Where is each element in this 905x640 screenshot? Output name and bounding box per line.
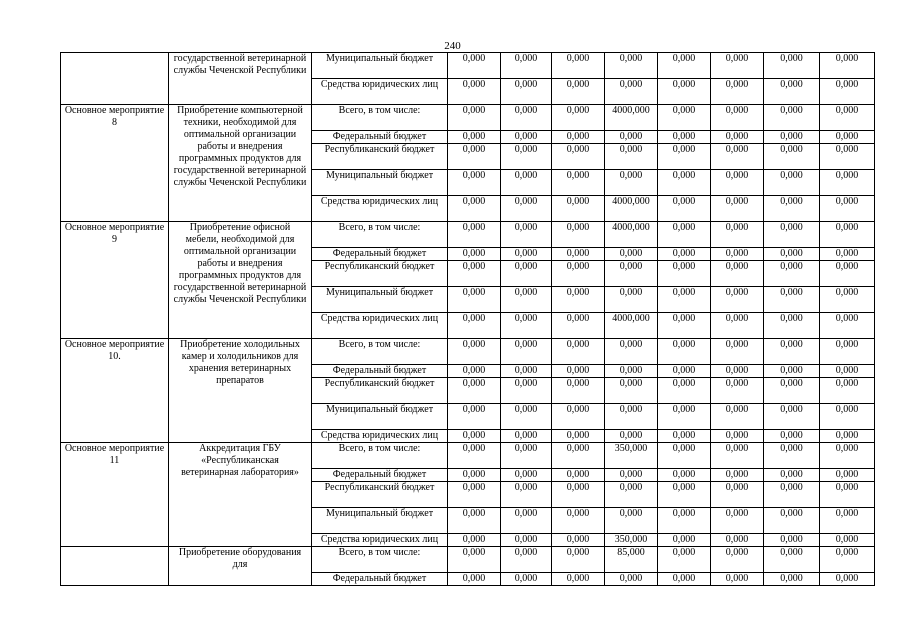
table-row	[61, 105, 875, 131]
value-cell: 350,000	[605, 534, 658, 547]
table-row	[61, 547, 875, 573]
value-cell: 0,000	[764, 573, 820, 586]
value-cell: 0,000	[552, 339, 605, 365]
value-cell: 0,000	[552, 248, 605, 261]
funding-source-cell: Федеральный бюджет	[312, 573, 448, 586]
value-cell: 0,000	[501, 79, 552, 105]
value-cell: 0,000	[711, 79, 764, 105]
funding-source-cell: Всего, в том числе:	[312, 222, 448, 248]
value-cell: 0,000	[605, 131, 658, 144]
activity-cell: Основное мероприятие 9	[61, 222, 169, 339]
value-cell: 0,000	[820, 196, 875, 222]
value-cell: 0,000	[552, 131, 605, 144]
funding-source-cell: Всего, в том числе:	[312, 105, 448, 131]
value-cell: 0,000	[658, 313, 711, 339]
page-number: 240	[444, 40, 461, 52]
value-cell: 0,000	[711, 534, 764, 547]
value-cell: 0,000	[552, 261, 605, 287]
funding-source-cell: Муниципальный бюджет	[312, 53, 448, 79]
value-cell: 0,000	[552, 365, 605, 378]
value-cell: 0,000	[501, 378, 552, 404]
value-cell: 0,000	[658, 430, 711, 443]
value-cell: 0,000	[448, 365, 501, 378]
funding-source-cell: Федеральный бюджет	[312, 365, 448, 378]
value-cell: 0,000	[820, 547, 875, 573]
value-cell: 0,000	[764, 248, 820, 261]
value-cell: 0,000	[658, 196, 711, 222]
value-cell: 0,000	[605, 248, 658, 261]
value-cell: 0,000	[448, 313, 501, 339]
funding-source-cell: Республиканский бюджет	[312, 144, 448, 170]
value-cell: 0,000	[552, 469, 605, 482]
value-cell: 0,000	[764, 53, 820, 79]
value-cell: 0,000	[764, 105, 820, 131]
funding-source-cell: Федеральный бюджет	[312, 469, 448, 482]
value-cell: 0,000	[820, 222, 875, 248]
value-cell: 0,000	[658, 378, 711, 404]
value-cell: 0,000	[658, 144, 711, 170]
value-cell: 0,000	[658, 170, 711, 196]
value-cell: 0,000	[820, 573, 875, 586]
value-cell: 0,000	[658, 131, 711, 144]
value-cell: 0,000	[501, 573, 552, 586]
funding-source-cell: Федеральный бюджет	[312, 248, 448, 261]
value-cell: 0,000	[764, 222, 820, 248]
value-cell: 0,000	[820, 339, 875, 365]
value-cell: 0,000	[605, 482, 658, 508]
table-row	[61, 443, 875, 469]
value-cell: 0,000	[658, 105, 711, 131]
value-cell: 0,000	[552, 404, 605, 430]
value-cell: 0,000	[658, 261, 711, 287]
value-cell: 0,000	[605, 430, 658, 443]
description-cell: государственной ветеринарной службы Чеченской Республики	[169, 53, 312, 105]
value-cell: 0,000	[552, 573, 605, 586]
value-cell: 0,000	[552, 144, 605, 170]
value-cell: 0,000	[820, 508, 875, 534]
description-cell: Приобретение компьютерной техники, необходимой для оптимальной организации работы и внедрения программных продуктов для государственной ветеринарной службы Чеченской Республики	[169, 105, 312, 222]
funding-source-cell: Федеральный бюджет	[312, 131, 448, 144]
funding-source-cell: Всего, в том числе:	[312, 443, 448, 469]
value-cell: 0,000	[820, 287, 875, 313]
value-cell: 0,000	[711, 313, 764, 339]
value-cell: 0,000	[552, 313, 605, 339]
value-cell: 0,000	[501, 443, 552, 469]
value-cell: 0,000	[711, 261, 764, 287]
value-cell: 0,000	[711, 573, 764, 586]
value-cell: 0,000	[764, 404, 820, 430]
value-cell: 0,000	[552, 443, 605, 469]
value-cell: 0,000	[552, 534, 605, 547]
value-cell: 0,000	[711, 248, 764, 261]
value-cell: 0,000	[764, 131, 820, 144]
budget-table-body	[61, 53, 875, 586]
value-cell: 0,000	[448, 105, 501, 131]
value-cell: 0,000	[501, 534, 552, 547]
value-cell: 4000,000	[605, 313, 658, 339]
value-cell: 0,000	[552, 196, 605, 222]
value-cell: 0,000	[552, 170, 605, 196]
value-cell: 0,000	[605, 573, 658, 586]
value-cell: 0,000	[552, 53, 605, 79]
value-cell: 0,000	[552, 222, 605, 248]
value-cell: 0,000	[501, 365, 552, 378]
value-cell: 0,000	[711, 404, 764, 430]
value-cell: 0,000	[764, 508, 820, 534]
value-cell: 0,000	[711, 469, 764, 482]
value-cell: 0,000	[448, 222, 501, 248]
value-cell: 0,000	[552, 547, 605, 573]
value-cell: 0,000	[448, 573, 501, 586]
value-cell: 0,000	[711, 508, 764, 534]
value-cell: 0,000	[711, 196, 764, 222]
value-cell: 0,000	[764, 144, 820, 170]
value-cell: 0,000	[552, 105, 605, 131]
value-cell: 0,000	[605, 404, 658, 430]
value-cell: 0,000	[605, 508, 658, 534]
value-cell: 0,000	[764, 313, 820, 339]
value-cell: 0,000	[448, 131, 501, 144]
value-cell: 0,000	[501, 248, 552, 261]
value-cell: 0,000	[711, 365, 764, 378]
value-cell: 0,000	[711, 131, 764, 144]
value-cell: 0,000	[711, 144, 764, 170]
value-cell: 0,000	[448, 482, 501, 508]
value-cell: 0,000	[658, 573, 711, 586]
value-cell: 0,000	[448, 79, 501, 105]
value-cell: 0,000	[820, 248, 875, 261]
value-cell: 0,000	[448, 261, 501, 287]
value-cell: 0,000	[764, 443, 820, 469]
activity-cell: Основное мероприятие 8	[61, 105, 169, 222]
value-cell: 0,000	[448, 508, 501, 534]
value-cell: 0,000	[501, 222, 552, 248]
value-cell: 0,000	[605, 261, 658, 287]
description-cell: Приобретение офисной мебели, необходимой для оптимальной организации работы и внедрения программных продуктов для государственной ветеринарной службы Чеченской Республики	[169, 222, 312, 339]
value-cell: 0,000	[501, 469, 552, 482]
value-cell: 0,000	[658, 248, 711, 261]
value-cell: 0,000	[764, 547, 820, 573]
value-cell: 0,000	[501, 404, 552, 430]
value-cell: 0,000	[448, 170, 501, 196]
value-cell: 0,000	[711, 53, 764, 79]
value-cell: 0,000	[501, 482, 552, 508]
table-row	[61, 222, 875, 248]
value-cell: 0,000	[820, 443, 875, 469]
value-cell: 0,000	[448, 144, 501, 170]
value-cell: 0,000	[820, 313, 875, 339]
value-cell: 0,000	[501, 261, 552, 287]
value-cell: 4000,000	[605, 222, 658, 248]
value-cell: 0,000	[501, 313, 552, 339]
value-cell: 0,000	[764, 287, 820, 313]
activity-cell	[61, 53, 169, 105]
activity-cell: Основное мероприятие 10.	[61, 339, 169, 443]
value-cell: 0,000	[605, 144, 658, 170]
value-cell: 0,000	[658, 534, 711, 547]
value-cell: 0,000	[764, 261, 820, 287]
value-cell: 0,000	[820, 365, 875, 378]
value-cell: 0,000	[552, 79, 605, 105]
activity-cell: Основное мероприятие 11	[61, 443, 169, 547]
value-cell: 0,000	[820, 131, 875, 144]
value-cell: 0,000	[605, 378, 658, 404]
value-cell: 0,000	[448, 469, 501, 482]
value-cell: 0,000	[711, 339, 764, 365]
value-cell: 0,000	[711, 170, 764, 196]
value-cell: 0,000	[552, 378, 605, 404]
value-cell: 0,000	[658, 469, 711, 482]
value-cell: 4000,000	[605, 196, 658, 222]
value-cell: 0,000	[820, 144, 875, 170]
funding-source-cell: Средства юридических лиц	[312, 313, 448, 339]
value-cell: 0,000	[605, 170, 658, 196]
value-cell: 0,000	[764, 79, 820, 105]
value-cell: 0,000	[711, 443, 764, 469]
value-cell: 0,000	[501, 547, 552, 573]
value-cell: 0,000	[552, 287, 605, 313]
value-cell: 0,000	[605, 365, 658, 378]
value-cell: 0,000	[501, 131, 552, 144]
value-cell: 0,000	[552, 508, 605, 534]
value-cell: 0,000	[764, 196, 820, 222]
value-cell: 0,000	[658, 443, 711, 469]
value-cell: 0,000	[658, 287, 711, 313]
value-cell: 350,000	[605, 443, 658, 469]
value-cell: 0,000	[552, 430, 605, 443]
value-cell: 0,000	[764, 534, 820, 547]
value-cell: 0,000	[820, 534, 875, 547]
value-cell: 0,000	[605, 79, 658, 105]
value-cell: 4000,000	[605, 105, 658, 131]
value-cell: 0,000	[448, 339, 501, 365]
value-cell: 0,000	[820, 378, 875, 404]
value-cell: 0,000	[820, 53, 875, 79]
value-cell: 0,000	[501, 287, 552, 313]
value-cell: 0,000	[501, 339, 552, 365]
value-cell: 0,000	[820, 170, 875, 196]
value-cell: 0,000	[658, 547, 711, 573]
funding-source-cell: Муниципальный бюджет	[312, 287, 448, 313]
value-cell: 0,000	[820, 430, 875, 443]
value-cell: 0,000	[711, 378, 764, 404]
table-row	[61, 339, 875, 365]
value-cell: 0,000	[605, 339, 658, 365]
value-cell: 0,000	[448, 378, 501, 404]
value-cell: 0,000	[448, 430, 501, 443]
value-cell: 0,000	[605, 469, 658, 482]
value-cell: 0,000	[501, 430, 552, 443]
value-cell: 0,000	[820, 105, 875, 131]
value-cell: 0,000	[658, 222, 711, 248]
value-cell: 0,000	[764, 170, 820, 196]
funding-source-cell: Муниципальный бюджет	[312, 170, 448, 196]
funding-source-cell: Средства юридических лиц	[312, 196, 448, 222]
value-cell: 0,000	[501, 105, 552, 131]
value-cell: 0,000	[605, 287, 658, 313]
description-cell: Аккредитация ГБУ «Республиканская ветеринарная лаборатория»	[169, 443, 312, 547]
value-cell: 0,000	[448, 534, 501, 547]
value-cell: 0,000	[764, 482, 820, 508]
value-cell: 0,000	[820, 482, 875, 508]
value-cell: 0,000	[448, 248, 501, 261]
value-cell: 0,000	[552, 482, 605, 508]
value-cell: 0,000	[501, 170, 552, 196]
description-cell: Приобретение холодильных камер и холодильников для хранения ветеринарных препаратов	[169, 339, 312, 443]
value-cell: 0,000	[711, 547, 764, 573]
value-cell: 0,000	[658, 365, 711, 378]
funding-source-cell: Республиканский бюджет	[312, 378, 448, 404]
value-cell: 0,000	[764, 365, 820, 378]
value-cell: 0,000	[764, 430, 820, 443]
value-cell: 0,000	[764, 339, 820, 365]
value-cell: 85,000	[605, 547, 658, 573]
funding-source-cell: Всего, в том числе:	[312, 547, 448, 573]
value-cell: 0,000	[448, 404, 501, 430]
value-cell: 0,000	[711, 287, 764, 313]
value-cell: 0,000	[764, 378, 820, 404]
funding-source-cell: Муниципальный бюджет	[312, 404, 448, 430]
value-cell: 0,000	[501, 196, 552, 222]
description-cell: Приобретение оборудования для	[169, 547, 312, 586]
value-cell: 0,000	[658, 508, 711, 534]
value-cell: 0,000	[501, 508, 552, 534]
funding-source-cell: Всего, в том числе:	[312, 339, 448, 365]
value-cell: 0,000	[658, 339, 711, 365]
funding-source-cell: Республиканский бюджет	[312, 482, 448, 508]
value-cell: 0,000	[658, 53, 711, 79]
value-cell: 0,000	[820, 261, 875, 287]
value-cell: 0,000	[448, 196, 501, 222]
value-cell: 0,000	[711, 222, 764, 248]
value-cell: 0,000	[711, 430, 764, 443]
value-cell: 0,000	[448, 547, 501, 573]
value-cell: 0,000	[658, 404, 711, 430]
value-cell: 0,000	[658, 79, 711, 105]
value-cell: 0,000	[448, 287, 501, 313]
funding-source-cell: Средства юридических лиц	[312, 430, 448, 443]
funding-source-cell: Средства юридических лиц	[312, 534, 448, 547]
value-cell: 0,000	[711, 482, 764, 508]
funding-source-cell: Республиканский бюджет	[312, 261, 448, 287]
funding-source-cell: Средства юридических лиц	[312, 79, 448, 105]
value-cell: 0,000	[448, 53, 501, 79]
value-cell: 0,000	[605, 53, 658, 79]
table-row	[61, 53, 875, 79]
activity-cell	[61, 547, 169, 586]
value-cell: 0,000	[658, 482, 711, 508]
value-cell: 0,000	[711, 105, 764, 131]
value-cell: 0,000	[820, 79, 875, 105]
value-cell: 0,000	[820, 469, 875, 482]
funding-source-cell: Муниципальный бюджет	[312, 508, 448, 534]
value-cell: 0,000	[764, 469, 820, 482]
value-cell: 0,000	[501, 144, 552, 170]
value-cell: 0,000	[820, 404, 875, 430]
budget-table	[60, 52, 875, 586]
value-cell: 0,000	[501, 53, 552, 79]
value-cell: 0,000	[448, 443, 501, 469]
